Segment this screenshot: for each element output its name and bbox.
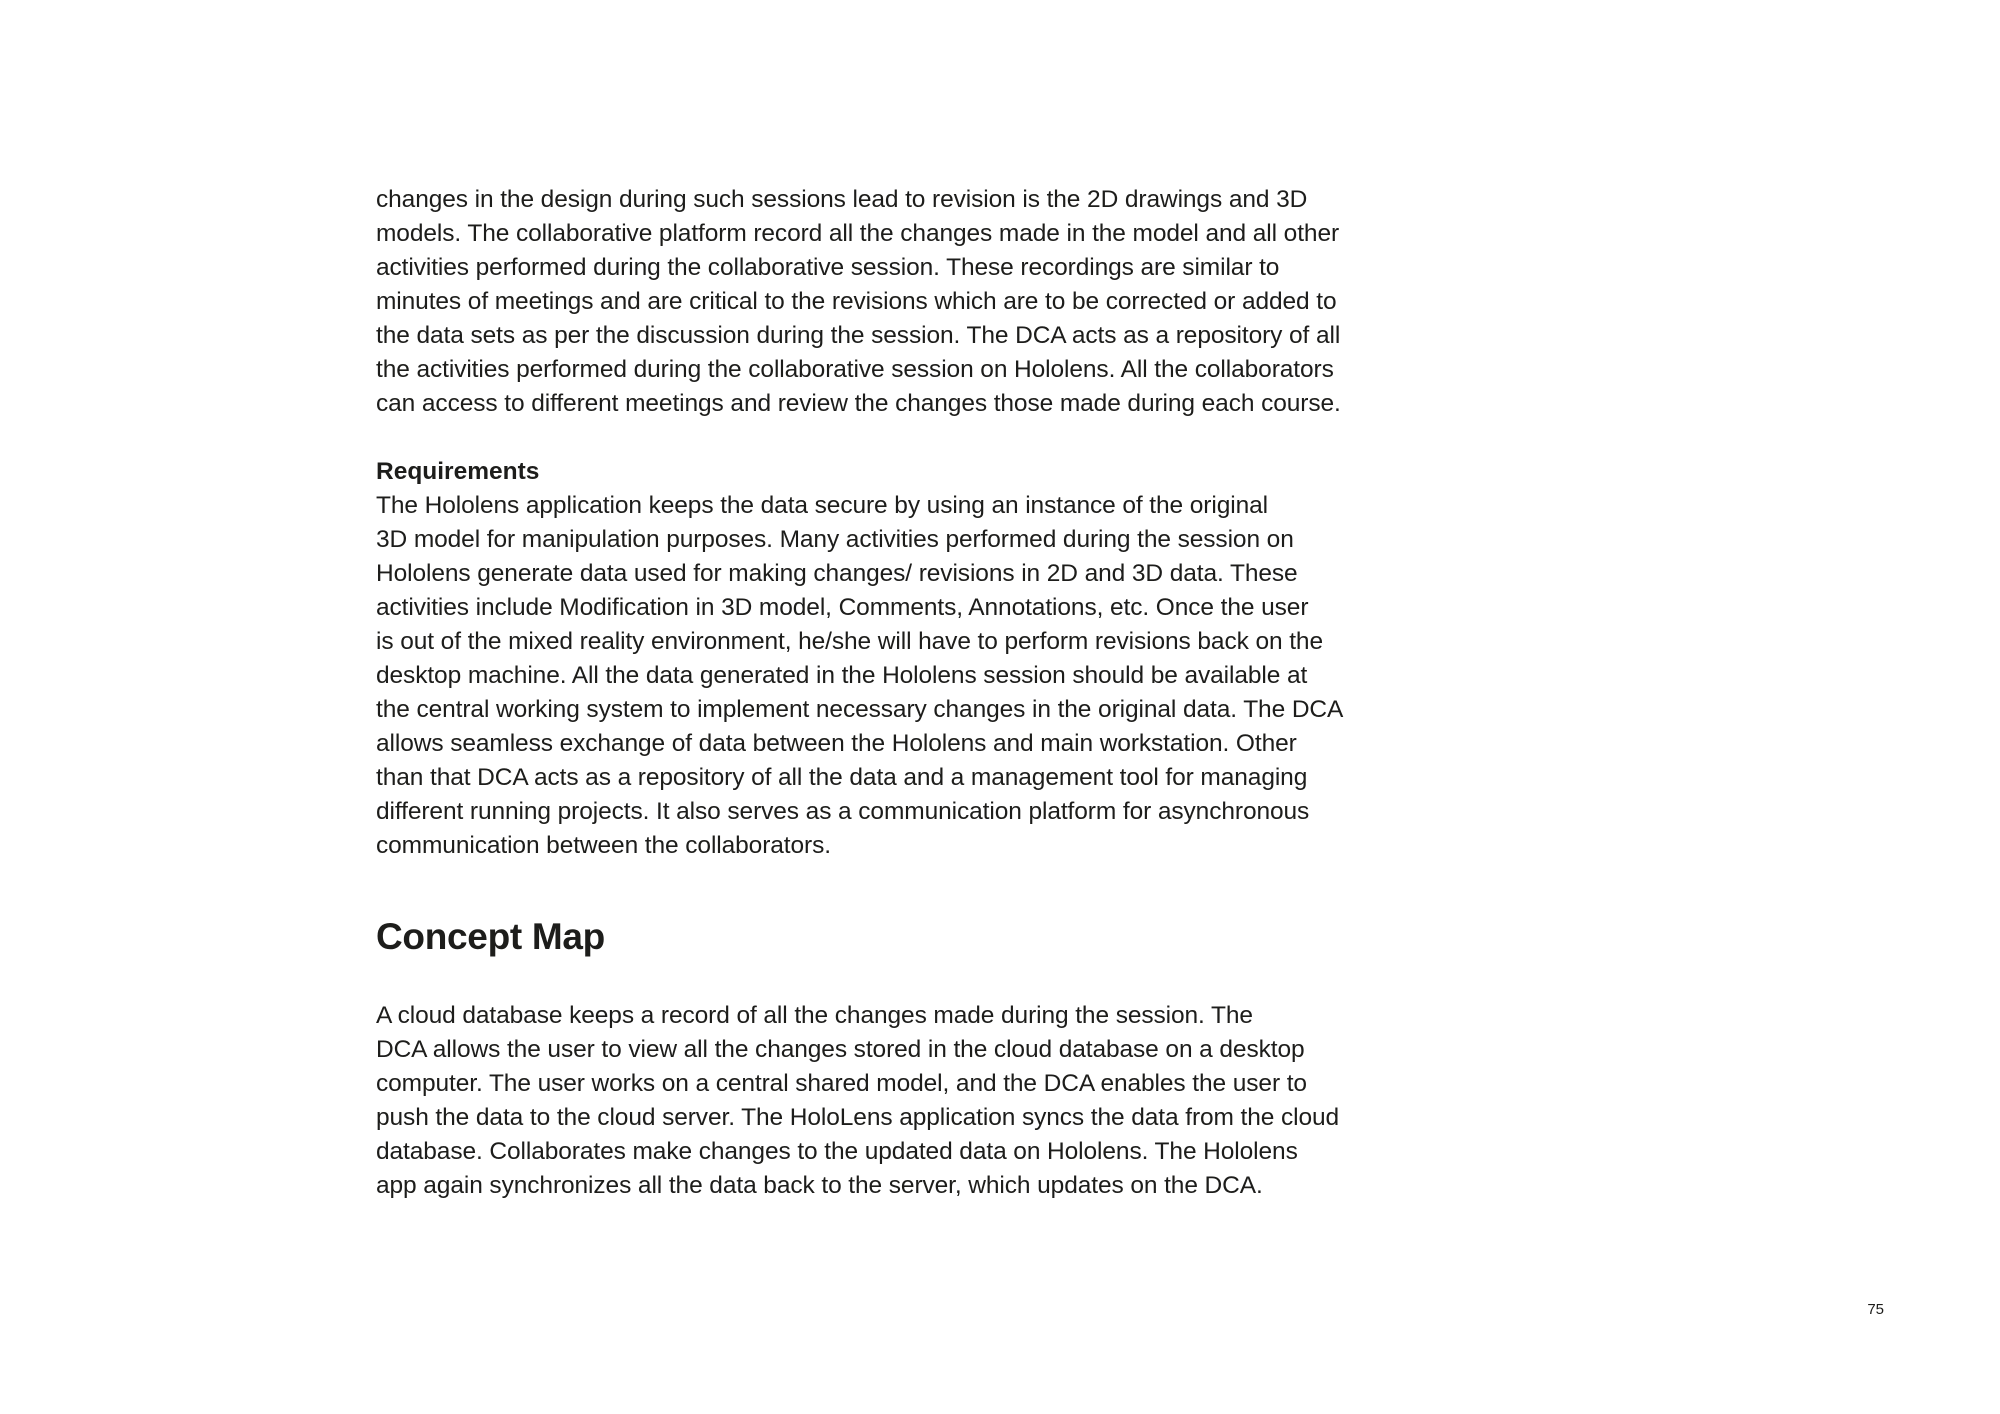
text-line: is out of the mixed reality environment, he/she will have to perform revisions back on the — [376, 628, 1323, 655]
text-line: push the data to the cloud server. The HoloLens application syncs the data from the cloud — [376, 1104, 1340, 1131]
text-line: than that DCA acts as a repository of all the data and a management tool for managing — [376, 764, 1308, 791]
text-line: activities include Modification in 3D model, Comments, Annotations, etc. Once the user — [376, 594, 1309, 621]
page-number: 75 — [1867, 1301, 1884, 1318]
text-line: database. Collaborates make changes to the updated data on Hololens. The Hololens — [376, 1138, 1298, 1165]
text-line: changes in the design during such sessions lead to revision is the 2D drawings and 3D — [376, 186, 1308, 213]
text-line: desktop machine. All the data generated in the Hololens session should be available at — [376, 662, 1308, 689]
text-line: different running projects. It also serves as a communication platform for asynchronous — [376, 798, 1310, 825]
text-line: communication between the collaborators. — [376, 832, 831, 859]
text-line: app again synchronizes all the data back to the server, which updates on the DCA. — [376, 1172, 1263, 1199]
text-line: A cloud database keeps a record of all the changes made during the session. The — [376, 1002, 1253, 1029]
text-line: the activities performed during the collaborative session on Hololens. All the collaborators — [376, 356, 1334, 383]
text-line: the central working system to implement necessary changes in the original data. The DCA — [376, 696, 1344, 723]
text-line: DCA allows the user to view all the changes stored in the cloud database on a desktop — [376, 1036, 1305, 1063]
text-line: The Hololens application keeps the data secure by using an instance of the original — [376, 492, 1268, 519]
text-line: allows seamless exchange of data between the Hololens and main workstation. Other — [376, 730, 1297, 757]
text-line: can access to different meetings and review the changes those made during each course. — [376, 390, 1341, 417]
text-line: activities performed during the collaborative session. These recordings are similar to — [376, 254, 1280, 281]
text-line: 3D model for manipulation purposes. Many activities performed during the session on — [376, 526, 1294, 553]
text-line: computer. The user works on a central shared model, and the DCA enables the user to — [376, 1070, 1307, 1097]
concept-map-heading: Concept Map — [376, 916, 605, 957]
text-line: the data sets as per the discussion during the session. The DCA acts as a repository of all — [376, 322, 1341, 349]
text-line: Hololens generate data used for making changes/ revisions in 2D and 3D data. These — [376, 560, 1298, 587]
text-line: minutes of meetings and are critical to the revisions which are to be corrected or added to — [376, 288, 1337, 315]
requirements-heading: Requirements — [376, 458, 540, 485]
text-line: models. The collaborative platform record all the changes made in the model and all other — [376, 220, 1340, 247]
